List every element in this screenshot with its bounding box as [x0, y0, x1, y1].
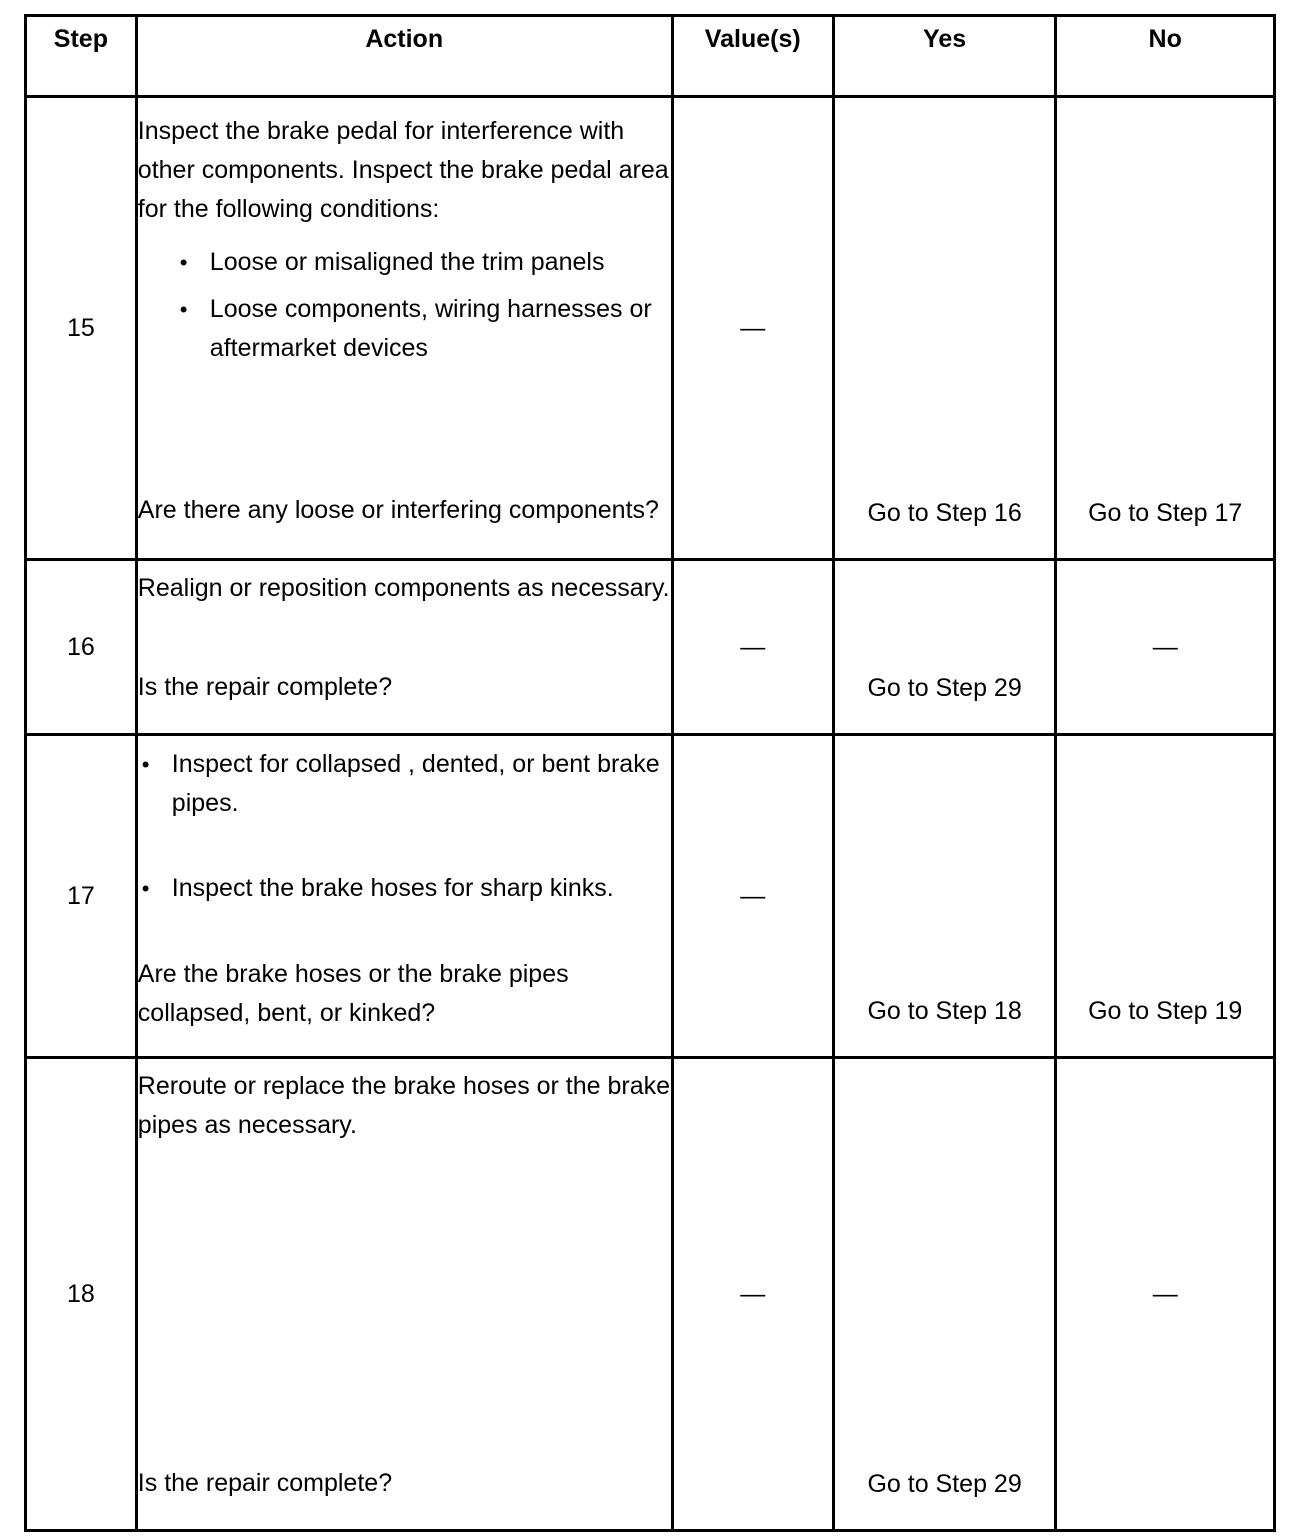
list-item: • Loose or misaligned the trim panels — [176, 243, 671, 282]
header-yes: Yes — [833, 16, 1056, 97]
header-values: Value(s) — [672, 16, 833, 97]
no-dash: — — [1152, 1279, 1178, 1308]
step-number: 15 — [26, 97, 137, 560]
list-item: • Loose components, wiring harnesses or aftermarket devices — [176, 290, 671, 368]
header-row — [26, 16, 1275, 97]
action-intro: Realign or reposition components as necessary. — [137, 574, 670, 602]
list-item: • Inspect for collapsed , dented, or bent brake pipes. — [138, 745, 671, 823]
no-cell — [1056, 97, 1275, 560]
step-number: 17 — [26, 735, 137, 1058]
list-item: • Inspect the brake hoses for sharp kinks. — [138, 869, 671, 908]
yes-next-step: Go to Step 29 — [867, 674, 1022, 702]
yes-next-step: Go to Step 18 — [867, 997, 1022, 1025]
values-dash: — — [740, 881, 766, 910]
values-dash: — — [740, 1279, 766, 1308]
action-cell — [136, 1058, 672, 1531]
yes-next-step: Go to Step 16 — [867, 499, 1022, 527]
values-cell — [672, 560, 833, 735]
no-cell — [1056, 735, 1275, 1058]
table-row — [26, 560, 1275, 735]
action-cell — [136, 560, 672, 735]
action-question: Is the repair complete? — [137, 673, 393, 701]
action-intro: Inspect the brake pedal for interference with other components. Inspect the brake pedal area for the following conditions: — [137, 117, 669, 223]
values-dash: — — [740, 313, 766, 342]
values-cell — [672, 735, 833, 1058]
inspection-list — [138, 745, 671, 916]
action-intro: Reroute or replace the brake hoses or the brake pipes as necessary. — [137, 1072, 671, 1139]
yes-cell — [833, 97, 1056, 560]
values-cell — [672, 97, 833, 560]
step-number: 18 — [26, 1058, 137, 1531]
action-question: Are there any loose or interfering components? — [137, 496, 659, 524]
no-cell — [1056, 560, 1275, 735]
action-cell — [136, 97, 672, 560]
values-dash: — — [740, 632, 766, 661]
step-number: 16 — [26, 560, 137, 735]
no-dash: — — [1152, 632, 1178, 661]
no-next-step: Go to Step 19 — [1088, 997, 1243, 1025]
header-action: Action — [136, 16, 672, 97]
yes-cell — [833, 1058, 1056, 1531]
yes-next-step: Go to Step 29 — [867, 1470, 1022, 1498]
no-cell — [1056, 1058, 1275, 1531]
diagnostic-table — [24, 14, 1276, 1532]
table-row — [26, 1058, 1275, 1531]
values-cell — [672, 1058, 833, 1531]
yes-cell — [833, 560, 1056, 735]
header-step: Step — [26, 16, 137, 97]
header-no: No — [1056, 16, 1275, 97]
no-next-step: Go to Step 17 — [1088, 499, 1243, 527]
action-question: Is the repair complete? — [137, 1469, 393, 1497]
action-cell — [136, 735, 672, 1058]
table-row — [26, 735, 1275, 1058]
table-row — [26, 97, 1275, 560]
condition-list — [138, 243, 671, 368]
action-question: Are the brake hoses or the brake pipes collapsed, bent, or kinked? — [137, 960, 569, 1027]
yes-cell — [833, 735, 1056, 1058]
